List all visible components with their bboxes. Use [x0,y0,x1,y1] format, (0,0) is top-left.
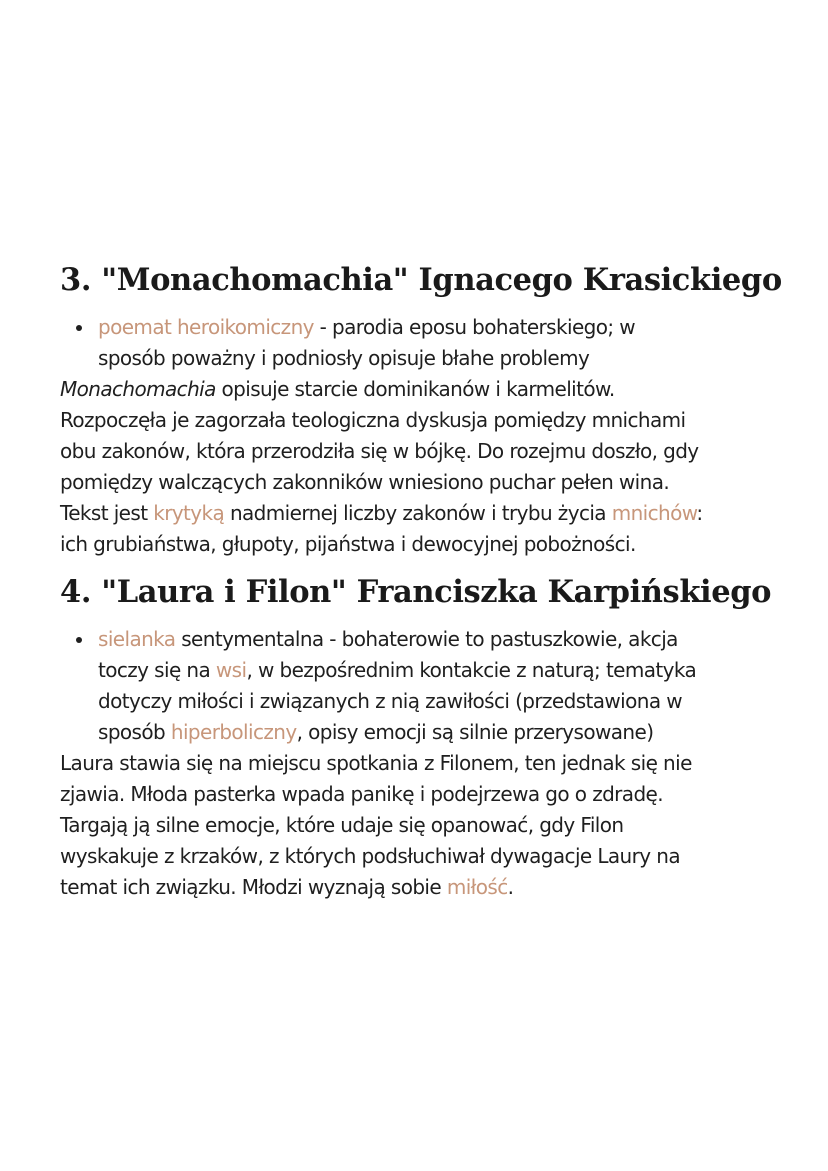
bullet-text: sentymentalna - bohaterowie to pastuszkowie, akcja [175,627,678,651]
bullet-text: sposób [98,720,171,744]
term-wsi: wsi [215,658,247,682]
bullet-line [98,624,770,655]
paragraph-line: Targają ją silne emocje, które udaje się opanować, gdy Filon [60,813,624,837]
paragraph-line: pomiędzy walczących zakonników wniesiono puchar pełen wina. [60,470,670,494]
paragraph-line: Rozpoczęła je zagorzała teologiczna dyskusja pomiędzy mnichami [60,408,686,432]
section-monachomachia [60,262,782,560]
term-sielanka: sielanka [98,627,176,651]
term-mnichow: mnichów [611,501,697,525]
paragraph-text: : [696,501,703,525]
paragraph-line [60,872,770,903]
bullet-text: , w bezpośrednim kontakcie z naturą; tematyka [246,658,697,682]
section-heading-laura-i-filon: 4. "Laura i Filon" Franciszka Karpińskiego [60,574,772,610]
term-hiperboliczny: hiperboliczny [170,720,297,744]
bullet-list [60,312,770,374]
paragraph-monachomachia [60,374,770,560]
paragraph-line: ich grubiaństwa, głupoty, pijaństwa i dewocyjnej pobożności. [60,532,636,556]
bullet-text: toczy się na [98,658,216,682]
paragraph-line: obu zakonów, która przerodziła się w bójkę. Do rozejmu doszło, gdy [60,439,699,463]
paragraph-text: nadmiernej liczby zakonów i trybu życia [224,501,612,525]
term-milosc: miłość [446,875,508,899]
bullet-line [98,655,770,686]
bullet-item-sielanka [98,624,770,748]
section-laura-i-filon [60,574,770,903]
paragraph-text: . [507,875,514,899]
bullet-line [98,717,770,748]
bullet-line: sposób poważny i podniosły opisuje błahe problemy [98,346,590,370]
work-title: Monachomachia [60,377,216,401]
term-krytyka: krytyką [153,501,225,525]
paragraph-text: Tekst jest [60,501,154,525]
paragraph-line [60,374,770,405]
paragraph-line: Laura stawia się na miejscu spotkania z Filonem, ten jednak się nie [60,751,692,775]
document-page [60,262,782,903]
bullet-line [98,312,770,343]
paragraph-text: temat ich związku. Młodzi wyznają sobie [60,875,447,899]
bullet-text: - parodia eposu bohaterskiego; w [313,315,636,339]
paragraph-line: zjawia. Młoda pasterka wpada panikę i podejrzewa go o zdradę. [60,782,664,806]
paragraph-line [60,498,770,529]
bullet-text: , opisy emocji są silnie przerysowane) [296,720,654,744]
bullet-list [60,624,770,748]
paragraph-line: wyskakuje z krzaków, z których podsłuchiwał dywagacje Laury na [60,844,680,868]
paragraph-text: opisuje starcie dominikanów i karmelitów. [215,377,615,401]
bullet-item-poemat [98,312,770,374]
section-heading-monachomachia: 3. "Monachomachia" Ignacego Krasickiego [60,262,782,298]
paragraph-laura-i-filon [60,748,770,903]
bullet-line: dotyczy miłości i związanych z nią zawiłości (przedstawiona w [98,689,683,713]
term-poemat-heroikomiczny: poemat heroikomiczny [98,315,314,339]
